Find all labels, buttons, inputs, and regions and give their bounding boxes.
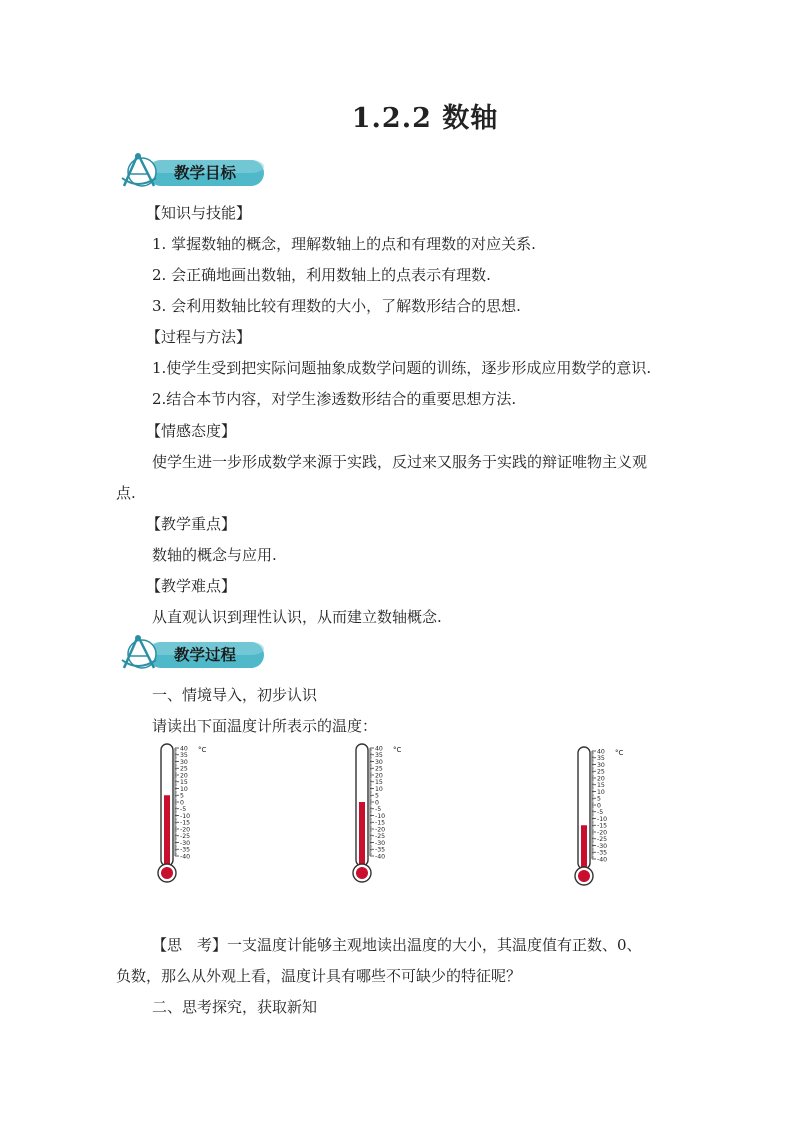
tick-label: 0 [180, 799, 184, 807]
tick-label: 40 [597, 748, 605, 756]
tick-label: -10 [597, 815, 608, 823]
tick-label: 35 [597, 755, 605, 763]
tick-label: -40 [180, 853, 191, 861]
tick-label: -5 [180, 806, 187, 814]
tick-label: -35 [180, 846, 191, 854]
difficult-text: 从直观认识到理性认识，从而建立数轴概念. [152, 608, 442, 626]
tick-label: 0 [597, 802, 601, 810]
tick-label: 20 [597, 775, 605, 783]
tick-label: -20 [180, 826, 191, 834]
mercury-column [359, 802, 365, 868]
tick-label: -30 [180, 839, 191, 847]
tick-label: -20 [597, 829, 608, 837]
unit-label: °C [615, 749, 624, 757]
part2-title: 二、思考探究，获取新知 [152, 998, 318, 1016]
emotion-text: 使学生进一步形成数学来源于实践，反过来又服务于实践的辩证唯物主义观 [152, 453, 648, 471]
tick-label: -15 [597, 822, 608, 830]
unit-label: °C [198, 746, 207, 754]
tick-label: -35 [597, 849, 608, 857]
think-text: 【思 考】一支温度计能够主观地读出温度的大小，其温度值有正数、0、 [152, 936, 642, 954]
tick-label: 15 [597, 782, 605, 790]
tick-label: -25 [375, 833, 386, 841]
tick-label: 0 [375, 799, 379, 807]
tick-label: -40 [375, 853, 386, 861]
tick-label: 25 [375, 765, 383, 773]
thermometer-3 [569, 745, 639, 890]
tick-label: -35 [375, 846, 386, 854]
tick-label: 25 [180, 765, 188, 773]
section-heading: 教学过程 [174, 646, 237, 664]
mercury-column [164, 795, 170, 868]
tick-label: -15 [375, 819, 386, 827]
key-heading: 【教学重点】 [146, 515, 237, 533]
tick-label: -25 [597, 836, 608, 844]
section-header-process [118, 634, 268, 672]
tick-label: 30 [597, 761, 605, 769]
tick-label: -5 [375, 806, 382, 814]
tick-label: 5 [180, 792, 184, 800]
mercury-bulb [356, 867, 368, 879]
tick-label: 10 [375, 785, 383, 793]
tick-label: 5 [597, 795, 601, 803]
think-text: 负数，那么从外观上看，温度计具有哪些不可缺少的特征呢？ [116, 967, 522, 985]
tick-label: -30 [375, 839, 386, 847]
knowledge-item: 2. 会正确地画出数轴，利用数轴上的点表示有理数. [152, 266, 491, 284]
knowledge-heading: 【知识与技能】 [146, 204, 252, 222]
tick-label: -25 [180, 833, 191, 841]
tick-label: 15 [180, 779, 188, 787]
process-item: 1.使学生受到把实际问题抽象成数学问题的训练，逐步形成应用数学的意识. [152, 359, 652, 377]
tick-label: -40 [597, 856, 608, 864]
tick-label: 20 [180, 772, 188, 780]
tick-label: -10 [180, 812, 191, 820]
part1-title: 一、情境导入，初步认识 [152, 686, 318, 704]
key-text: 数轴的概念与应用. [152, 546, 277, 564]
thermometer-1 [152, 742, 222, 887]
tick-label: -30 [597, 842, 608, 850]
mercury-bulb [578, 870, 590, 882]
tick-label: -20 [375, 826, 386, 834]
tick-label: 40 [180, 745, 188, 753]
page-title: 1.2.2 数轴 [351, 103, 499, 134]
tick-label: 5 [375, 792, 379, 800]
emotion-text: 点. [116, 484, 136, 502]
thermometer-2 [347, 742, 417, 887]
section-heading: 教学目标 [174, 164, 237, 182]
tick-label: 15 [375, 779, 383, 787]
process-heading: 【过程与方法】 [146, 328, 252, 346]
tick-label: -15 [180, 819, 191, 827]
difficult-heading: 【教学难点】 [146, 577, 237, 595]
mercury-column [581, 825, 587, 871]
tick-label: -5 [597, 809, 604, 817]
knowledge-item: 3. 会利用数轴比较有理数的大小，了解数形结合的思想. [152, 297, 521, 315]
tick-label: 20 [375, 772, 383, 780]
emotion-heading: 【情感态度】 [146, 422, 237, 440]
mercury-bulb [161, 867, 173, 879]
tick-label: 35 [375, 752, 383, 760]
knowledge-item: 1. 掌握数轴的概念，理解数轴上的点和有理数的对应关系. [152, 235, 536, 253]
tick-label: 40 [375, 745, 383, 753]
process-item: 2.结合本节内容，对学生渗透数形结合的重要思想方法. [152, 390, 517, 408]
section-header-objectives [118, 152, 268, 190]
tick-label: 25 [597, 768, 605, 776]
tick-label: 30 [180, 758, 188, 766]
tick-label: 10 [180, 785, 188, 793]
thermometer-prompt: 请读出下面温度计所表示的温度： [152, 717, 378, 735]
tick-label: -10 [375, 812, 386, 820]
tick-label: 35 [180, 752, 188, 760]
tick-label: 30 [375, 758, 383, 766]
tick-label: 10 [597, 788, 605, 796]
unit-label: °C [393, 746, 402, 754]
